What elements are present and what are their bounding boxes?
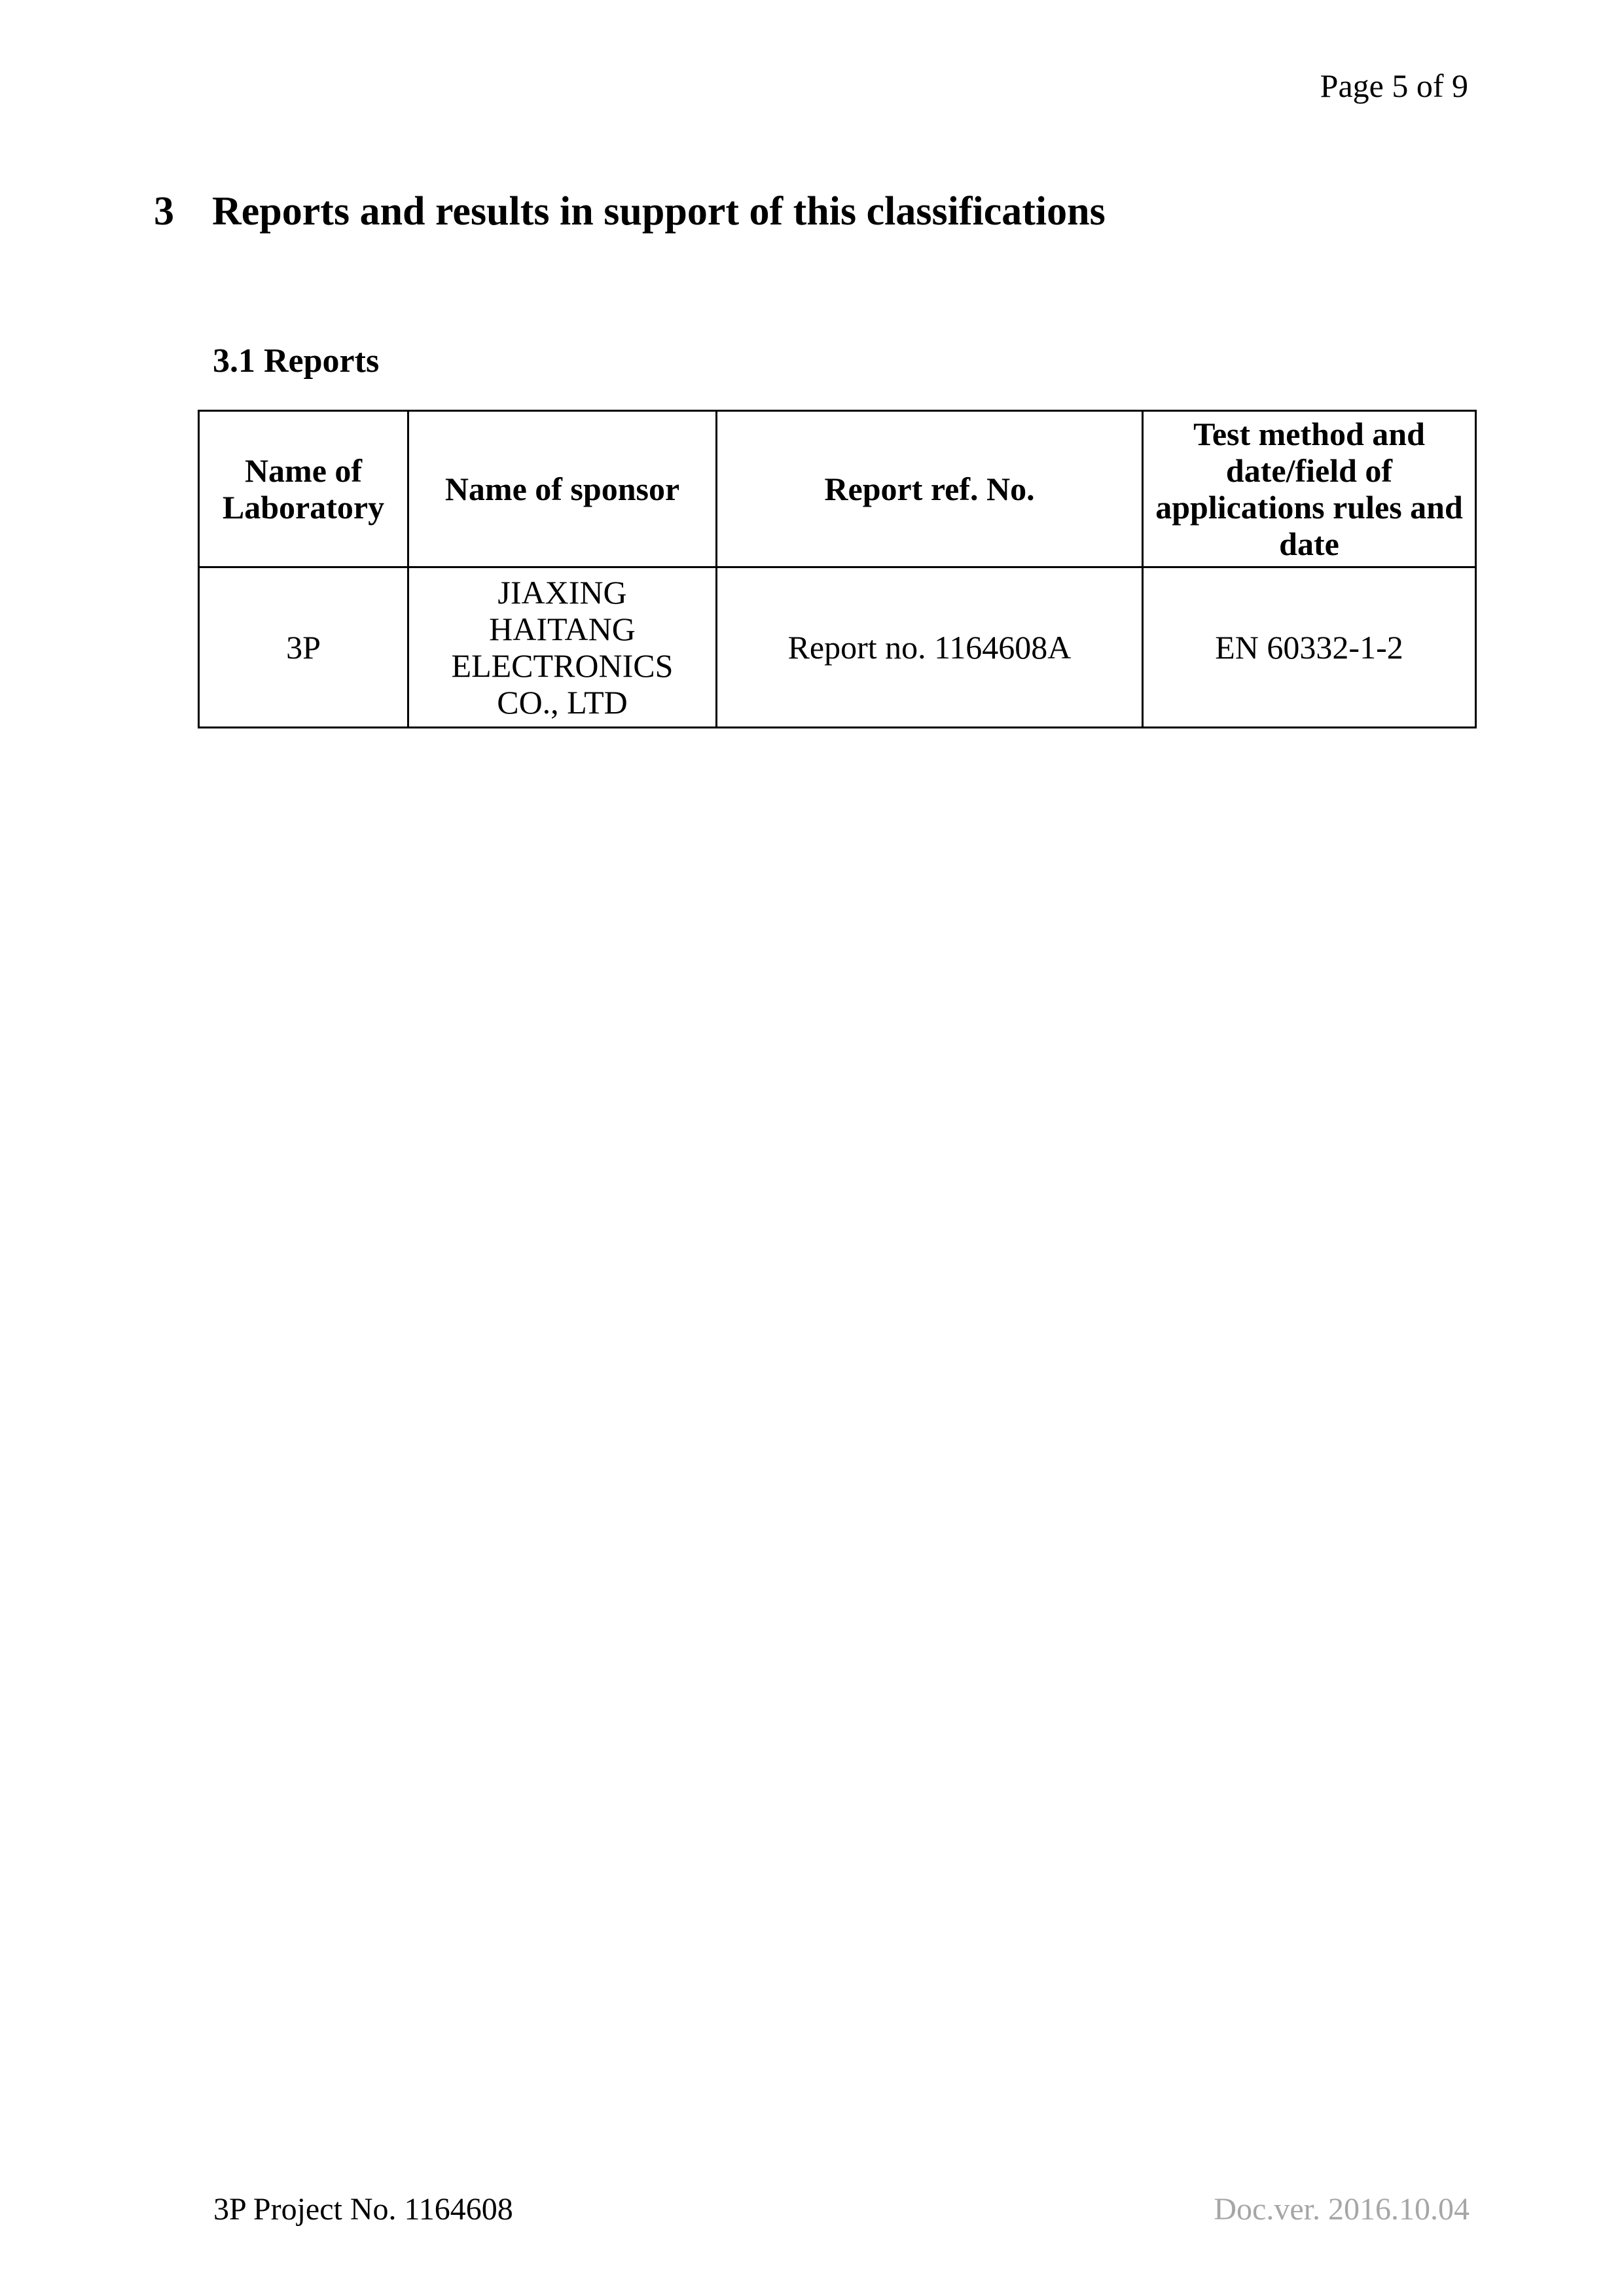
section-title: Reports and results in support of this classifications: [212, 189, 1106, 234]
cell-test-method: EN 60332-1-2: [1143, 567, 1476, 728]
cell-report-ref: Report no. 1164608A: [717, 567, 1143, 728]
section-number: 3: [154, 189, 174, 234]
col-header-name-of-sponsor: Name of sponsor: [408, 411, 717, 567]
col-header-test-method: Test method and date/field of applications rules and date: [1143, 411, 1476, 567]
table-row: [199, 567, 1476, 728]
page-number: Page 5 of 9: [1320, 67, 1468, 104]
subsection-heading: 3.1 Reports: [213, 342, 380, 380]
footer-project-number: 3P Project No. 1164608: [213, 2192, 513, 2227]
reports-table: [198, 410, 1477, 728]
cell-sponsor-text: JIAXING HAITANG ELECTRONICS CO., LTD: [451, 574, 674, 721]
section-heading: [154, 188, 1106, 235]
footer-doc-version: Doc.ver. 2016.10.04: [1214, 2192, 1470, 2227]
table-header-row: [199, 411, 1476, 567]
col-header-name-of-laboratory: Name of Laboratory: [199, 411, 408, 567]
cell-laboratory: 3P: [199, 567, 408, 728]
col-header-report-ref-no: Report ref. No.: [717, 411, 1143, 567]
cell-sponsor: [408, 567, 717, 728]
